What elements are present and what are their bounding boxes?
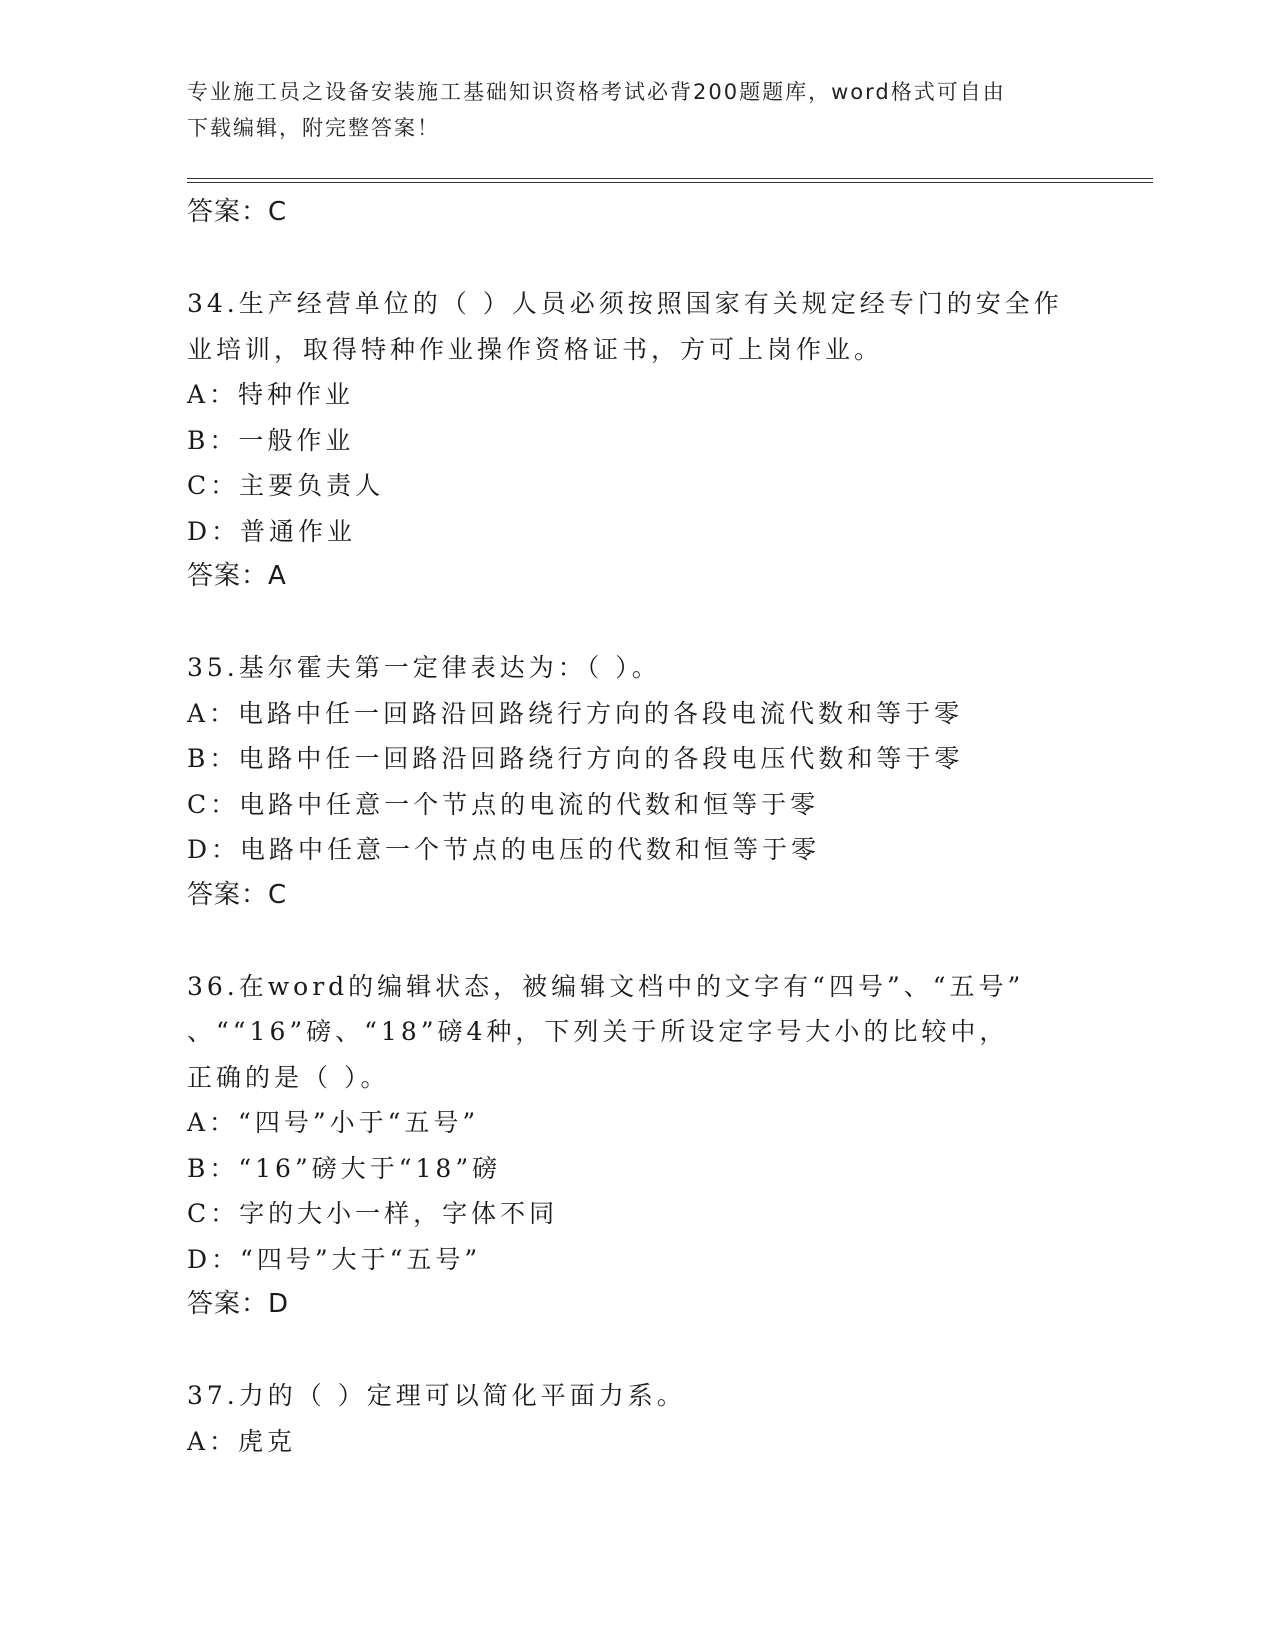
option-d: D：普通作业	[187, 516, 357, 546]
spacer	[187, 918, 1087, 964]
option-b: B：电路中任一回路沿回路绕行方向的各段电压代数和等于零	[187, 744, 964, 773]
option-b: B：一般作业	[187, 425, 355, 455]
header-divider-top	[187, 178, 1153, 179]
answer: 答案：D	[187, 1289, 290, 1319]
document-header	[187, 74, 1067, 146]
header-divider-bottom	[187, 182, 1153, 183]
question-stem: 正确的是（ ）。	[187, 1062, 390, 1092]
option-d: D：电路中任意一个节点的电压的代数和恒等于零	[187, 835, 821, 864]
question-stem: 34.生产经营单位的（ ）人员必须按照国家有关规定经专门的安全作	[187, 289, 1063, 318]
question-stem: 35.基尔霍夫第一定律表达为：（ ）。	[187, 653, 661, 682]
question-stem: 37.力的（ ）定理可以简化平面力系。	[187, 1381, 686, 1410]
question-34	[187, 281, 1087, 600]
question-37	[187, 1373, 1087, 1464]
option-a: A：电路中任一回路沿回路绕行方向的各段电流代数和等于零	[187, 698, 964, 728]
question-stem: 36.在word的编辑状态，被编辑文档中的文字有“四号”、“五号”	[187, 971, 1025, 1001]
option-c: C：电路中任意一个节点的电流的代数和恒等于零	[187, 789, 820, 819]
option-c: C：主要负责人	[187, 471, 385, 500]
question-stem: 、““16”磅、“18”磅4种，下列关于所设定字号大小的比较中，	[187, 1017, 1009, 1046]
option-c: C：字的大小一样，字体不同	[187, 1199, 559, 1228]
spacer	[187, 1328, 1087, 1374]
previous-answer: 答案：C	[187, 197, 288, 227]
option-a: A：虎克	[187, 1426, 297, 1456]
question-36	[187, 964, 1087, 1328]
option-a: A：“四号”小于“五号”	[187, 1108, 480, 1137]
answer: 答案：C	[187, 879, 288, 910]
spacer	[187, 600, 1087, 646]
spacer	[187, 236, 1087, 282]
question-35	[187, 645, 1087, 918]
header-title-line-2: 下载编辑，附完整答案！	[187, 116, 440, 140]
question-stem: 业培训，取得特种作业操作资格证书，方可上岗作业。	[187, 334, 884, 364]
option-a: A：特种作业	[187, 380, 355, 409]
document-body	[187, 190, 1087, 1464]
option-b: B：“16”磅大于“18”磅	[187, 1153, 502, 1183]
option-d: D：“四号”大于“五号”	[187, 1244, 482, 1274]
header-title-line-1: 专业施工员之设备安装施工基础知识资格考试必背200题题库，word格式可自由	[187, 80, 1006, 104]
answer: 答案：A	[187, 561, 287, 591]
